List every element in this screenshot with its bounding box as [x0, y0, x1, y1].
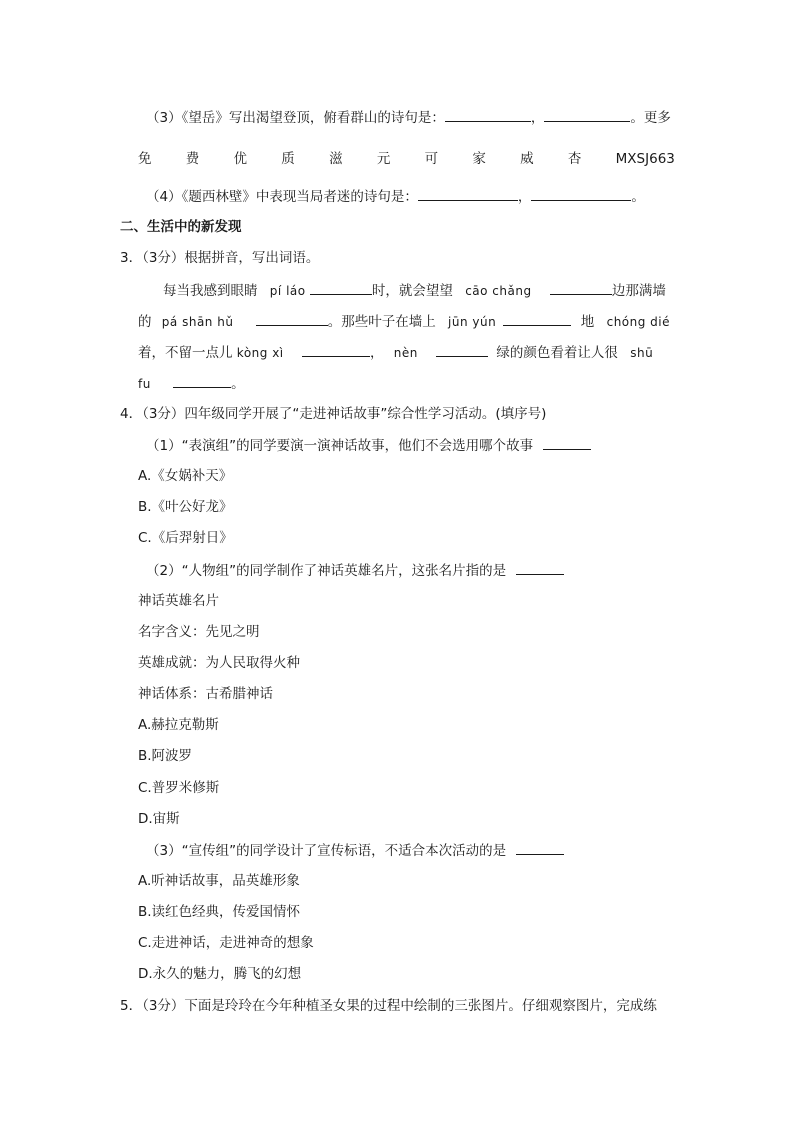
- poem-question-4: [146, 186, 645, 207]
- sub-question-2-text: （2）“人物组”的同学制作了神话英雄名片，这张名片指的是: [146, 563, 507, 579]
- poem-question-3-end: 。更多: [630, 110, 671, 126]
- option[interactable]: B.阿波罗: [138, 748, 193, 764]
- option[interactable]: C.《后羿射日》: [138, 530, 233, 546]
- option[interactable]: A.听神话故事，品英雄形象: [138, 873, 300, 889]
- watermark-ad-line: [138, 149, 675, 169]
- pinyin-hint: pí láo: [269, 284, 306, 298]
- card-line: 神话体系：古希腊神话: [138, 686, 273, 702]
- sub-question-1: [146, 435, 591, 456]
- answer-blank[interactable]: [445, 107, 531, 122]
- option[interactable]: B.《叶公好龙》: [138, 499, 233, 515]
- pinyin-hint: pá shān hǔ: [161, 315, 234, 329]
- option[interactable]: A.《女娲补天》: [138, 468, 233, 484]
- answer-blank[interactable]: [302, 342, 370, 357]
- ad-char: 家: [472, 151, 486, 167]
- text: 每当我感到眼睛: [163, 283, 258, 299]
- pinyin-row-2: [138, 311, 670, 332]
- answer-blank[interactable]: [173, 373, 231, 388]
- poem-question-4-text: （4）《题西林壁》中表现当局者迷的诗句是：: [146, 189, 418, 205]
- text: 的: [138, 314, 152, 330]
- question-4-stem: 4．（3分）四年级同学开展了“走进神话故事”综合性学习活动。(填序号): [120, 406, 547, 422]
- ad-char: 优: [233, 151, 248, 167]
- option[interactable]: C.走进神话，走进神奇的想象: [138, 935, 314, 951]
- ad-char: 威: [520, 151, 534, 167]
- pinyin-hint: nèn: [393, 346, 418, 360]
- text: 地: [580, 314, 595, 330]
- ad-code: MXSJ663: [615, 151, 675, 167]
- sub-question-3-text: （3）“宣传组”的同学设计了宣传标语，不适合本次活动的是: [146, 843, 507, 859]
- ad-char: 滋: [329, 151, 343, 167]
- text: 时，就会望望: [371, 283, 453, 299]
- answer-blank[interactable]: [550, 280, 612, 295]
- text: 。: [231, 376, 245, 392]
- pinyin-row-4: [138, 373, 245, 394]
- text: ，: [369, 345, 384, 361]
- option[interactable]: B.读红色经典，传爱国情怀: [138, 904, 301, 920]
- card-title: 神话英雄名片: [138, 593, 219, 609]
- question-5-stem: 5．（3分）下面是玲玲在今年种植圣女果的过程中绘制的三张图片。仔细观察图片，完成练: [120, 998, 657, 1014]
- sub-question-3: [146, 840, 564, 861]
- text: 着，不留一点儿: [138, 345, 233, 361]
- answer-blank[interactable]: [503, 311, 571, 326]
- poem-question-3: [146, 107, 671, 128]
- pinyin-hint: fu: [138, 377, 151, 391]
- ad-char: 费: [185, 151, 200, 167]
- comma: ，: [517, 189, 532, 205]
- text: 绿的颜色看着让人很: [496, 345, 618, 361]
- ad-char: 质: [281, 151, 295, 167]
- text: 边那满墙: [611, 283, 666, 299]
- card-line: 英雄成就：为人民取得火种: [138, 655, 300, 671]
- answer-blank[interactable]: [544, 107, 630, 122]
- pinyin-hint: shū: [630, 346, 654, 360]
- pinyin-hint: jūn yún: [448, 315, 497, 329]
- option[interactable]: C.普罗米修斯: [138, 780, 220, 796]
- option[interactable]: D.宙斯: [138, 811, 180, 827]
- section-title: 二、生活中的新发现: [120, 219, 242, 235]
- answer-blank[interactable]: [543, 435, 591, 450]
- answer-blank[interactable]: [531, 186, 631, 201]
- pinyin-hint: kòng xì: [236, 346, 284, 360]
- answer-blank[interactable]: [256, 311, 328, 326]
- pinyin-hint: cāo chǎng: [465, 284, 532, 298]
- sub-question-2: [146, 560, 564, 581]
- answer-blank[interactable]: [516, 840, 564, 855]
- answer-blank[interactable]: [436, 342, 488, 357]
- answer-blank[interactable]: [310, 280, 372, 295]
- ad-char: 元: [376, 151, 391, 167]
- comma: ，: [530, 110, 545, 126]
- ad-char: 可: [424, 151, 439, 167]
- pinyin-row-1: [163, 280, 666, 301]
- ad-char: 免: [138, 151, 152, 167]
- answer-blank[interactable]: [418, 186, 518, 201]
- option[interactable]: D.永久的魅力，腾飞的幻想: [138, 966, 302, 982]
- answer-blank[interactable]: [516, 560, 564, 575]
- ad-char: 杏: [567, 151, 582, 167]
- pinyin-hint: chóng dié: [606, 315, 671, 329]
- poem-question-3-text: （3）《望岳》写出渴望登顶，俯看群山的诗句是：: [146, 110, 445, 126]
- text: 。那些叶子在墙上: [327, 314, 436, 330]
- option[interactable]: A.赫拉克勒斯: [138, 717, 219, 733]
- pinyin-row-3: [138, 342, 653, 363]
- poem-question-4-end: 。: [631, 189, 645, 205]
- card-line: 名字含义：先见之明: [138, 624, 260, 640]
- question-3-stem: 3．（3分）根据拼音，写出词语。: [120, 250, 320, 266]
- sub-question-1-text: （1）“表演组”的同学要演一演神话故事，他们不会选用哪个故事: [146, 438, 534, 454]
